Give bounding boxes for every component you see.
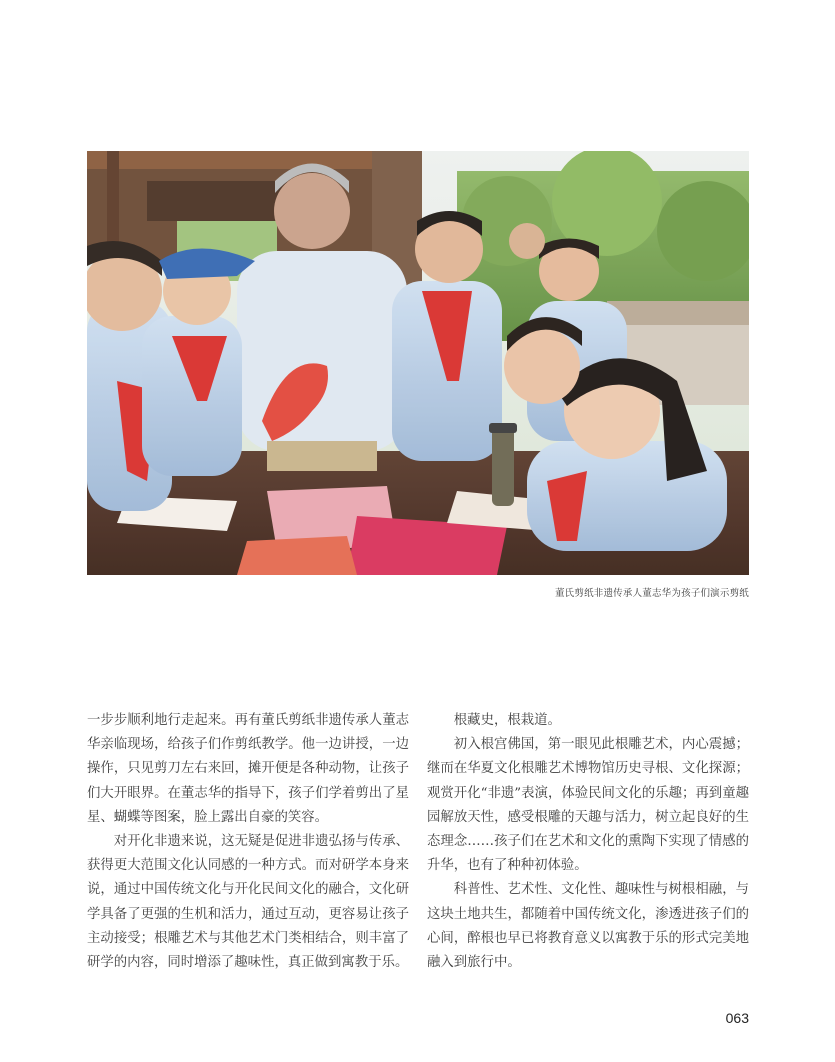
photo-caption: 董氏剪纸非遗传承人董志华为孩子们演示剪纸 bbox=[554, 588, 749, 599]
right-paragraph-1: 根藏史，根栽道。 bbox=[453, 713, 561, 728]
page-number: 063 bbox=[725, 1010, 749, 1026]
left-paragraph-2: 对开化非遗来说，这无疑是促进非遗弘扬与传承、获得更大范围文化认同感的一种方式。而对研学本身来说，通过中国传统文化与开化民间文化的融合，文化研学具备了更强的生机和活力，通过互动，更容易让孩子主动接受；根雕艺术与其他艺术门类相结合，则丰富了研学的内容，同时增添了趣味性，真正做到寓教于乐。 bbox=[87, 834, 409, 971]
right-column bbox=[427, 709, 749, 975]
right-paragraph-3: 科普性、艺术性、文化性、趣味性与树根相融，与这块土地共生，都随着中国传统文化，渗透进孩子们的心间，醉根也早已将教育意义以寓教于乐的形式完美地融入到旅行中。 bbox=[427, 882, 749, 971]
left-column bbox=[87, 709, 409, 975]
left-paragraph-1: 一步步顺利地行走起来。再有董氏剪纸非遗传承人董志华亲临现场，给孩子们作剪纸教学。他一边讲授，一边操作，只见剪刀左右来回，摊开便是各种动物，让孩子们大开眼界。在董志华的指导下，孩子们学着剪出了星星、蝴蝶等图案，脸上露出自豪的笑容。 bbox=[87, 713, 409, 825]
paper-cutting-photo bbox=[87, 151, 749, 575]
right-paragraph-2: 初入根宫佛国，第一眼见此根雕艺术，内心震撼；继而在华夏文化根雕艺术博物馆历史寻根、文化探源；观赏开化“非遗”表演，体验民间文化的乐趣；再到童趣园解放天性，感受根雕的天趣与活力，树立起良好的生态理念……孩子们在艺术和文化的熏陶下实现了情感的升华，也有了种种初体验。 bbox=[427, 737, 749, 874]
photo bbox=[87, 151, 749, 575]
